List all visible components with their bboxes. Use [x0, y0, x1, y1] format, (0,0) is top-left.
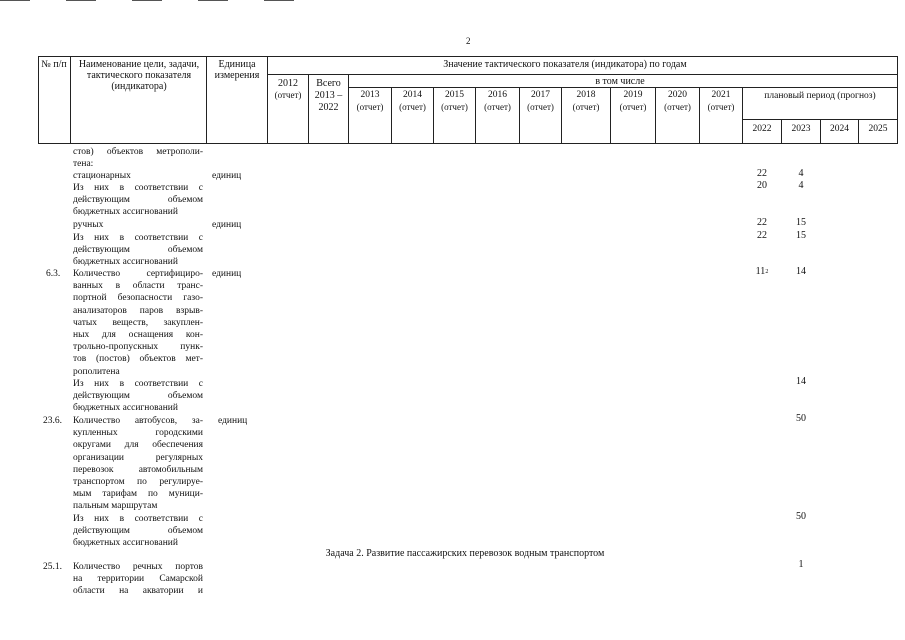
header-2012-note: (отчет)	[274, 90, 302, 100]
value-2023: 15	[796, 230, 806, 241]
row-description: ручных	[73, 220, 104, 230]
header-year-note: (отчет)	[527, 102, 554, 112]
row-description: Из них в соответствии с действующим объемом бюджетных ассигнований	[73, 183, 203, 218]
header-year-note: (отчет)	[399, 102, 426, 112]
value-2022: 22	[757, 230, 767, 241]
task-heading: Задача 2. Развитие пассажирских перевозок водным транспортом	[325, 548, 605, 559]
row-unit: единиц	[212, 269, 242, 279]
row-unit: единиц	[218, 416, 248, 426]
top-edge-line	[264, 0, 294, 1]
header-2012-year: 2012	[278, 78, 298, 89]
value-2023: 14	[796, 266, 806, 277]
header-year: 2018	[576, 90, 596, 100]
header-year: 2013	[360, 90, 380, 100]
header-name: Наименование цели, задачи, тактического показателя (индикатора)	[78, 59, 200, 92]
value-2023: 50	[796, 511, 806, 522]
header-values: Значение тактического показателя (индикатора) по годам	[443, 59, 687, 70]
header-year: 2016	[488, 90, 507, 100]
header-including: в том числе	[595, 76, 645, 87]
row-description: стационарных	[73, 171, 131, 181]
page-number: 2	[466, 36, 471, 46]
header-total-label: Всего	[316, 78, 341, 89]
top-edge-line	[0, 0, 30, 1]
header-num: № п/п	[41, 59, 67, 70]
header-year: 2017	[531, 90, 550, 100]
value-2023: 15	[796, 217, 806, 228]
row-number: 23.6.	[43, 416, 62, 426]
top-edge-line	[66, 0, 96, 1]
top-edge-line	[132, 0, 162, 1]
header-planned-year: 2022	[752, 124, 772, 134]
header-planned-year: 2025	[868, 124, 888, 134]
value-2022: $11^2$	[755, 266, 769, 277]
row-number: 25.1.	[43, 562, 62, 572]
row-description: Количество сертифициро- ванных в области транс- портной безопасности газо- анализаторов паров взрыв- чатых веществ, закуплен- ных для оснащения кон- трольно-пропускных пунк- тов (постов) объектов мет- рополитена	[73, 269, 203, 377]
header-planned-year: 2024	[830, 124, 849, 134]
header-year: 2019	[623, 90, 643, 100]
header-year-note: (отчет)	[356, 102, 384, 112]
header-year: 2021	[711, 90, 731, 100]
row-description: Количество речных портов на территории Самарской области на акватории и	[73, 562, 203, 597]
row-description: Из них в соответствии с действующим объемом бюджетных ассигнований	[73, 379, 203, 414]
row-description: Количество автобусов, за- купленных городскими округами для обеспечения организации регулярных перевозок автомобильным транспортом по регулируе- мым тарифам по муници- пальным маршрутам	[73, 416, 203, 512]
header-planned-year: 2023	[791, 124, 811, 134]
header-year: 2015	[445, 90, 464, 100]
header-year-note: (отчет)	[619, 102, 647, 112]
value-2023: 4	[798, 180, 804, 191]
value-2023: 1	[798, 559, 804, 570]
header-year: 2020	[668, 90, 687, 100]
header-year-note: (отчет)	[664, 102, 691, 112]
footnote-marker: 2	[765, 269, 769, 275]
top-edge-line	[198, 0, 228, 1]
header-year-note: (отчет)	[572, 102, 600, 112]
header-year-note: (отчет)	[707, 102, 735, 112]
header-planned: плановый период (прогноз)	[764, 91, 876, 101]
header-year-note: (отчет)	[441, 102, 468, 112]
row-description: Из них в соответствии с действующим объемом бюджетных ассигнований	[73, 514, 203, 549]
header-total-range: 2013 – 2022	[314, 90, 343, 113]
row-description: стов) объектов метрополи- тена:	[73, 147, 203, 170]
header-year: 2014	[403, 90, 422, 100]
value-2022: 20	[757, 180, 767, 191]
value-2023: 14	[796, 376, 806, 387]
row-unit: единиц	[212, 220, 242, 230]
value-2023: 4	[798, 168, 804, 179]
header-year-note: (отчет)	[484, 102, 511, 112]
value-2022: 22	[757, 217, 767, 228]
row-description: Из них в соответствии с действующим объемом бюджетных ассигнований	[73, 233, 203, 268]
value-2023: 50	[796, 413, 806, 424]
header-unit: Единица измерения	[214, 59, 260, 81]
row-unit: единиц	[212, 171, 242, 181]
value-2022: 22	[757, 168, 767, 179]
row-number: 6.3.	[46, 269, 61, 279]
